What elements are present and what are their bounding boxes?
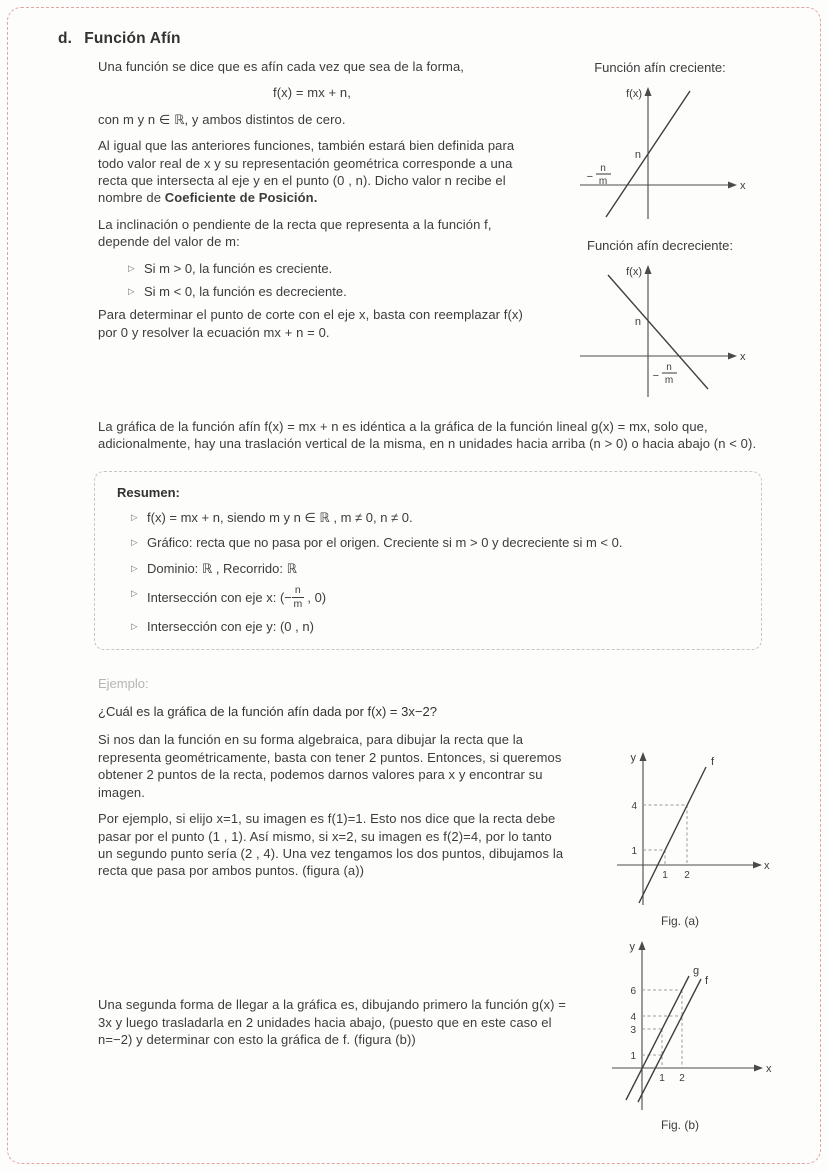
example-section <box>58 731 794 928</box>
n-intercept-label: n <box>634 316 641 328</box>
fraction-denominator: m <box>664 375 674 386</box>
triangle-bullet-icon: ▷ <box>128 286 135 297</box>
y-axis-label: y <box>629 941 635 954</box>
figure-a-graph <box>585 747 775 912</box>
section-title: Función Afín <box>84 30 181 47</box>
tick-label-y4: 4 <box>631 801 637 813</box>
x-axis-arrow-icon <box>728 182 737 189</box>
figure-b-column <box>566 934 794 1132</box>
tick-label-x2: 2 <box>684 870 690 882</box>
example-question: ¿Cuál es la gráfica de la función afín dada por f(x) = 3x−2? <box>98 704 437 720</box>
main-text-column <box>98 58 526 404</box>
intro-condition: con m y n ∈ ℝ, y ambos distintos de cero. <box>98 111 346 127</box>
top-section <box>58 58 794 404</box>
x-axis-arrow-icon <box>754 1065 763 1072</box>
function-f-line <box>638 979 701 1102</box>
figure-b-caption: Fig. (b) <box>660 1118 699 1133</box>
fraction-denominator: m <box>293 598 303 611</box>
summary-item-formula <box>131 509 739 526</box>
summary-item-y-intercept <box>131 618 739 635</box>
decreasing-affine-graph <box>570 259 750 404</box>
minus-sign: − <box>652 370 659 382</box>
fraction-denominator: m <box>598 176 608 187</box>
summary-item-text: Gráfico: recta que no pasa por el origen. Creciente si m > 0 y decreciente si m < 0. <box>147 535 623 551</box>
tick-label-x1: 1 <box>659 1073 665 1085</box>
summary-box <box>94 471 762 651</box>
increasing-affine-graph <box>570 81 750 226</box>
fraction-numerator: n <box>666 362 672 373</box>
line-f-label: f <box>711 756 715 769</box>
triangle-bullet-icon: ▷ <box>131 537 138 548</box>
side-graphs-column <box>526 58 794 404</box>
intro-paragraph: Una función se dice que es afín cada vez que sea de la forma, <box>98 59 464 74</box>
slope-paragraph: La inclinación o pendiente de la recta que representa a la función f, depende del valor de m: <box>98 216 492 250</box>
tick-label-y6: 6 <box>630 986 636 998</box>
slope-bullet-text: Si m > 0, la función es creciente. <box>144 260 333 276</box>
figure-a-caption: Fig. (a) <box>660 914 699 929</box>
y-axis-label: y <box>630 752 636 765</box>
x-intercept-prefix: Intersección con eje x: (− <box>147 589 292 605</box>
x-axis-label: x <box>740 180 746 192</box>
line-f-label: f <box>705 975 709 988</box>
x-axis-arrow-icon <box>753 862 762 869</box>
x-axis-label: x <box>766 1063 772 1076</box>
decreasing-graph-title: Función afín decreciente: <box>587 238 733 253</box>
summary-item-domain <box>131 560 739 577</box>
summary-item-graph <box>131 534 739 551</box>
summary-item-text: f(x) = mx + n, siendo m y n ∈ ℝ , m ≠ 0, n ≠ 0. <box>147 509 413 525</box>
second-method-paragraph: Una segunda forma de llegar a la gráfica es, dibujando primero la función g(x) = 3x y luego trasladarla en 2 unidades hacia abajo, (puesto que en este caso el n=−2) y determinar con esto la gráfica de f. (figura (b)) <box>98 997 566 1048</box>
figure-a-column <box>566 731 794 928</box>
increasing-graph-title: Función afín creciente: <box>594 60 726 75</box>
summary-item-x-intercept <box>131 585 739 610</box>
summary-title: Resumen: <box>117 484 180 500</box>
slope-bullet-text: Si m < 0, la función es decreciente. <box>144 284 347 300</box>
x-axis-label: x <box>740 351 746 363</box>
example-text-column <box>98 731 566 928</box>
tick-label-y1: 1 <box>631 846 637 858</box>
section-heading <box>58 30 794 48</box>
second-method-text-column <box>98 934 566 1132</box>
second-method-section <box>58 934 794 1132</box>
y-axis-arrow-icon <box>640 752 647 761</box>
triangle-bullet-icon: ▷ <box>128 262 135 273</box>
figure-b-graph <box>580 936 780 1116</box>
fraction-numerator: n <box>600 163 606 174</box>
definition-text: Al igual que las anteriores funciones, también estará bien definida para todo valor real de x y su representación geométrica corresponde a una recta que intersecta al eje y en el punto (0 , n). Dicho valor n recibe el nombre de <box>98 138 515 206</box>
definition-paragraph <box>98 137 526 207</box>
fraction-n-over-m <box>292 585 304 610</box>
summary-item-text <box>147 585 326 610</box>
x-intercept-paragraph: Para determinar el punto de corte con el eje x, basta con reemplazar f(x) por 0 y resolver la ecuación mx + n = 0. <box>98 307 523 340</box>
x-intercept-suffix: , 0) <box>303 589 327 605</box>
triangle-bullet-icon: ▷ <box>131 562 138 573</box>
y-axis-arrow-icon <box>645 87 652 96</box>
triangle-bullet-icon: ▷ <box>131 511 138 522</box>
tick-label-x2: 2 <box>679 1073 685 1085</box>
y-axis-label: f(x) <box>626 266 642 278</box>
summary-item-text: Dominio: ℝ , Recorrido: ℝ <box>147 560 297 576</box>
x-axis-label: x <box>764 860 770 873</box>
function-f-line <box>639 767 706 903</box>
tick-label-y1: 1 <box>630 1051 636 1063</box>
line-g-label: g <box>693 965 700 978</box>
tick-label-y4: 4 <box>630 1012 636 1024</box>
coefficient-term: Coeficiente de Posición. <box>164 190 318 206</box>
fraction-numerator: n <box>292 585 304 598</box>
affine-formula: f(x) = mx + n, <box>273 85 351 101</box>
summary-item-text: Intersección con eje y: (0 , n) <box>147 619 314 635</box>
triangle-bullet-icon: ▷ <box>131 588 138 599</box>
y-axis-arrow-icon <box>645 265 652 274</box>
tick-label-x1: 1 <box>662 870 668 882</box>
n-intercept-label: n <box>634 149 641 161</box>
slope-bullet-increasing <box>128 260 526 277</box>
triangle-bullet-icon: ▷ <box>131 621 138 632</box>
y-axis-arrow-icon <box>639 941 646 950</box>
minus-sign: − <box>586 171 593 183</box>
slope-bullet-decreasing <box>128 283 526 300</box>
example-paragraph-2: Por ejemplo, si elijo x=1, su imagen es f(1)=1. Esto nos dice que la recta debe pasar por el punto (1 , 1). Así mismo, si x=2, su imagen es f(2)=4, por lo tanto un segundo punto sería (2 , 4). Una vez tengamos los dos puntos, dibujamos la recta que pasa por ambos puntos. (figura (a)) <box>98 811 564 879</box>
example-paragraph-1: Si nos dan la función en su forma algebraica, para dibujar la recta que la representa geométricamente, basta con tener 2 puntos. Entonces, si queremos obtener 2 puntos de la recta, podemos darnos valores para x y encontrar su imagen. <box>98 732 562 800</box>
x-axis-arrow-icon <box>728 353 737 360</box>
section-marker: d. <box>58 30 73 47</box>
example-label: Ejemplo: <box>98 676 149 692</box>
y-axis-label: f(x) <box>626 88 642 100</box>
tick-label-y3: 3 <box>630 1025 636 1037</box>
translation-paragraph: La gráfica de la función afín f(x) = mx + n es idéntica a la gráfica de la función lineal g(x) = mx, solo que, adicionalmente, hay una traslación vertical de la misma, en n unidades hacia arriba (n > 0) o hacia abajo (n < 0). <box>98 419 757 452</box>
